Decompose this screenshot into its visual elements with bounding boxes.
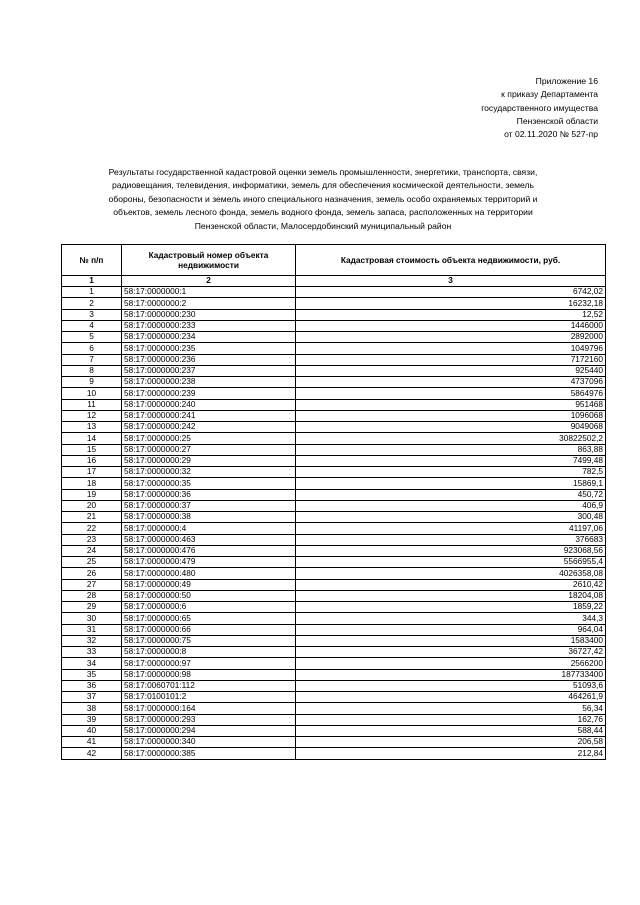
cadastral-value-cell: 6742,02	[296, 287, 606, 298]
cadastral-value-cell: 4026358,08	[296, 568, 606, 579]
cadastral-value-cell: 18204,08	[296, 590, 606, 601]
table-row	[62, 309, 606, 320]
table-row	[62, 500, 606, 511]
document-title	[60, 166, 586, 233]
row-number-cell: 38	[62, 703, 122, 714]
appendix-block	[338, 75, 598, 141]
table-row	[62, 568, 606, 579]
table-row	[62, 579, 606, 590]
cadastral-value-cell: 300,48	[296, 512, 606, 523]
cadastral-value-cell: 1859,22	[296, 602, 606, 613]
title-line: Результаты государственной кадастровой оценки земель промышленности, энергетики, транспорта, связи,	[108, 167, 538, 177]
title-line: объектов, земель лесного фонда, земель водного фонда, земель запаса, расположенных на территории	[113, 207, 533, 218]
appendix-line: Приложение 16	[535, 76, 598, 86]
table-row	[62, 545, 606, 556]
column-header-cadastral-number: Кадастровый номер объекта недвижимости	[122, 245, 296, 276]
row-number-cell: 1	[62, 287, 122, 298]
table-row	[62, 523, 606, 534]
cadastral-number-cell: 58:17:0000000:293	[122, 714, 296, 725]
table-row	[62, 512, 606, 523]
cadastral-value-cell: 588,44	[296, 725, 606, 736]
row-number-cell: 42	[62, 748, 122, 759]
cadastral-value-cell: 1049796	[296, 343, 606, 354]
cadastral-value-cell: 36727,42	[296, 647, 606, 658]
cadastral-value-table	[61, 244, 606, 760]
row-number-cell: 27	[62, 579, 122, 590]
row-number-cell: 36	[62, 680, 122, 691]
table-row	[62, 714, 606, 725]
row-number-cell: 39	[62, 714, 122, 725]
table-row	[62, 557, 606, 568]
cadastral-value-cell: 2566200	[296, 658, 606, 669]
cadastral-value-cell: 162,76	[296, 714, 606, 725]
cadastral-number-cell: 58:17:0000000:479	[122, 557, 296, 568]
cadastral-value-cell: 212,84	[296, 748, 606, 759]
row-number-cell: 14	[62, 433, 122, 444]
row-number-cell: 21	[62, 512, 122, 523]
table-row	[62, 320, 606, 331]
cadastral-number-cell: 58:17:0000000:25	[122, 433, 296, 444]
table-row	[62, 377, 606, 388]
row-number-cell: 10	[62, 388, 122, 399]
cadastral-number-cell: 58:17:0000000:385	[122, 748, 296, 759]
cadastral-value-cell: 41197,06	[296, 523, 606, 534]
column-header-cadastral-value: Кадастровая стоимость объекта недвижимости, руб.	[296, 245, 606, 276]
row-number-cell: 33	[62, 647, 122, 658]
cadastral-number-cell: 58:17:0000000:480	[122, 568, 296, 579]
cadastral-number-cell: 58:17:0000000:2	[122, 298, 296, 309]
row-number-cell: 13	[62, 422, 122, 433]
cadastral-number-cell: 58:17:0000000:97	[122, 658, 296, 669]
cadastral-number-cell: 58:17:0000000:29	[122, 455, 296, 466]
row-number-cell: 7	[62, 354, 122, 365]
cadastral-number-cell: 58:17:0000000:8	[122, 647, 296, 658]
cadastral-value-cell: 5566955,4	[296, 557, 606, 568]
cadastral-number-cell: 58:17:0000000:476	[122, 545, 296, 556]
table-row	[62, 433, 606, 444]
cadastral-number-cell: 58:17:0000000:239	[122, 388, 296, 399]
row-number-cell: 40	[62, 725, 122, 736]
table-row	[62, 748, 606, 759]
cadastral-value-cell: 450,72	[296, 489, 606, 500]
cadastral-number-cell: 58:17:0000000:340	[122, 737, 296, 748]
cadastral-number-cell: 58:17:0000000:238	[122, 377, 296, 388]
cadastral-value-cell: 16232,18	[296, 298, 606, 309]
cadastral-value-cell: 2892000	[296, 332, 606, 343]
table-body	[62, 287, 606, 760]
title-line: радиовещания, телевидения, информатики, земель для обеспечения космической деятельности, земель	[111, 180, 535, 191]
table-row	[62, 669, 606, 680]
cadastral-number-cell: 58:17:0000000:1	[122, 287, 296, 298]
table-row	[62, 410, 606, 421]
cadastral-value-cell: 782,5	[296, 467, 606, 478]
cadastral-value-cell: 1096068	[296, 410, 606, 421]
row-number-cell: 8	[62, 365, 122, 376]
cadastral-number-cell: 58:17:0000000:98	[122, 669, 296, 680]
row-number-cell: 16	[62, 455, 122, 466]
cadastral-number-cell: 58:17:0000000:38	[122, 512, 296, 523]
row-number-cell: 4	[62, 320, 122, 331]
column-number: 1	[62, 276, 122, 287]
appendix-line: к приказу Департамента	[501, 89, 598, 100]
title-line: Пензенской области, Малосердобинский муниципальный район	[194, 220, 452, 231]
cadastral-value-cell: 7499,48	[296, 455, 606, 466]
column-header-number: № п/п	[62, 245, 122, 276]
cadastral-number-cell: 58:17:0000000:236	[122, 354, 296, 365]
column-number-row	[62, 276, 606, 287]
row-number-cell: 15	[62, 444, 122, 455]
row-number-cell: 12	[62, 410, 122, 421]
cadastral-number-cell: 58:17:0000000:32	[122, 467, 296, 478]
row-number-cell: 11	[62, 399, 122, 410]
table-row	[62, 647, 606, 658]
row-number-cell: 25	[62, 557, 122, 568]
appendix-line: от 02.11.2020 № 527-пр	[504, 129, 598, 140]
cadastral-value-cell: 51093,6	[296, 680, 606, 691]
cadastral-value-cell: 951468	[296, 399, 606, 410]
table-row	[62, 624, 606, 635]
cadastral-value-cell: 406,9	[296, 500, 606, 511]
table-row	[62, 365, 606, 376]
row-number-cell: 6	[62, 343, 122, 354]
cadastral-value-cell: 206,58	[296, 737, 606, 748]
table-row	[62, 388, 606, 399]
cadastral-number-cell: 58:17:0000000:6	[122, 602, 296, 613]
table-row	[62, 343, 606, 354]
table-row	[62, 478, 606, 489]
row-number-cell: 3	[62, 309, 122, 320]
row-number-cell: 41	[62, 737, 122, 748]
cadastral-value-cell: 2610,42	[296, 579, 606, 590]
table-row	[62, 354, 606, 365]
table-row	[62, 534, 606, 545]
cadastral-value-cell: 376683	[296, 534, 606, 545]
cadastral-number-cell: 58:17:0000000:237	[122, 365, 296, 376]
cadastral-value-cell: 925440	[296, 365, 606, 376]
cadastral-number-cell: 58:17:0100101:2	[122, 692, 296, 703]
table-row	[62, 703, 606, 714]
table-row	[62, 444, 606, 455]
table-row	[62, 658, 606, 669]
table-row	[62, 692, 606, 703]
table-row	[62, 590, 606, 601]
cadastral-number-cell: 58:17:0000000:240	[122, 399, 296, 410]
cadastral-value-cell: 56,34	[296, 703, 606, 714]
row-number-cell: 34	[62, 658, 122, 669]
row-number-cell: 30	[62, 613, 122, 624]
table-row	[62, 298, 606, 309]
cadastral-value-cell: 187733400	[296, 669, 606, 680]
cadastral-number-cell: 58:17:0000000:27	[122, 444, 296, 455]
cadastral-number-cell: 58:17:0000000:241	[122, 410, 296, 421]
table-header-row	[62, 245, 606, 276]
row-number-cell: 31	[62, 624, 122, 635]
cadastral-value-cell: 5864976	[296, 388, 606, 399]
row-number-cell: 19	[62, 489, 122, 500]
cadastral-value-cell: 9049068	[296, 422, 606, 433]
row-number-cell: 22	[62, 523, 122, 534]
cadastral-value-cell: 964,04	[296, 624, 606, 635]
cadastral-value-cell: 4737096	[296, 377, 606, 388]
row-number-cell: 20	[62, 500, 122, 511]
cadastral-value-cell: 12,52	[296, 309, 606, 320]
cadastral-number-cell: 58:17:0000000:294	[122, 725, 296, 736]
cadastral-number-cell: 58:17:0000000:235	[122, 343, 296, 354]
table-row	[62, 680, 606, 691]
cadastral-number-cell: 58:17:0000000:37	[122, 500, 296, 511]
appendix-line: государственного имущества	[481, 102, 598, 113]
table-row	[62, 467, 606, 478]
cadastral-number-cell: 58:17:0000000:36	[122, 489, 296, 500]
row-number-cell: 9	[62, 377, 122, 388]
row-number-cell: 24	[62, 545, 122, 556]
cadastral-number-cell: 58:17:0000000:463	[122, 534, 296, 545]
row-number-cell: 17	[62, 467, 122, 478]
cadastral-number-cell: 58:17:0000000:234	[122, 332, 296, 343]
column-number: 3	[296, 276, 606, 287]
table-row	[62, 725, 606, 736]
row-number-cell: 28	[62, 590, 122, 601]
cadastral-value-cell: 863,88	[296, 444, 606, 455]
row-number-cell: 29	[62, 602, 122, 613]
cadastral-value-cell: 30822502,2	[296, 433, 606, 444]
appendix-line: Пензенской области	[516, 115, 598, 126]
cadastral-number-cell: 58:17:0000000:66	[122, 624, 296, 635]
cadastral-value-cell: 1446000	[296, 320, 606, 331]
cadastral-number-cell: 58:17:0000000:35	[122, 478, 296, 489]
table-row	[62, 489, 606, 500]
table-row	[62, 332, 606, 343]
cadastral-number-cell: 58:17:0000000:242	[122, 422, 296, 433]
row-number-cell: 37	[62, 692, 122, 703]
table-row	[62, 455, 606, 466]
row-number-cell: 35	[62, 669, 122, 680]
row-number-cell: 5	[62, 332, 122, 343]
title-line: обороны, безопасности и земель иного специального назначения, земель особо охраняемых территорий и	[108, 193, 538, 204]
cadastral-value-cell: 923068,56	[296, 545, 606, 556]
cadastral-number-cell: 58:17:0000000:230	[122, 309, 296, 320]
cadastral-number-cell: 58:17:0000000:50	[122, 590, 296, 601]
cadastral-value-cell: 7172160	[296, 354, 606, 365]
column-number: 2	[122, 276, 296, 287]
cadastral-number-cell: 58:17:0000000:65	[122, 613, 296, 624]
row-number-cell: 23	[62, 534, 122, 545]
table-row	[62, 422, 606, 433]
cadastral-number-cell: 58:17:0000000:4	[122, 523, 296, 534]
cadastral-number-cell: 58:17:0000000:75	[122, 635, 296, 646]
table-row	[62, 399, 606, 410]
row-number-cell: 18	[62, 478, 122, 489]
table-row	[62, 613, 606, 624]
row-number-cell: 26	[62, 568, 122, 579]
row-number-cell: 32	[62, 635, 122, 646]
cadastral-value-cell: 344,3	[296, 613, 606, 624]
cadastral-number-cell: 58:17:0060701:112	[122, 680, 296, 691]
table-row	[62, 635, 606, 646]
table-row	[62, 737, 606, 748]
table-row	[62, 287, 606, 298]
cadastral-value-cell: 1583400	[296, 635, 606, 646]
cadastral-number-cell: 58:17:0000000:233	[122, 320, 296, 331]
cadastral-value-cell: 15869,1	[296, 478, 606, 489]
table-row	[62, 602, 606, 613]
cadastral-number-cell: 58:17:0000000:49	[122, 579, 296, 590]
row-number-cell: 2	[62, 298, 122, 309]
cadastral-value-cell: 464261,9	[296, 692, 606, 703]
cadastral-number-cell: 58:17:0000000:164	[122, 703, 296, 714]
